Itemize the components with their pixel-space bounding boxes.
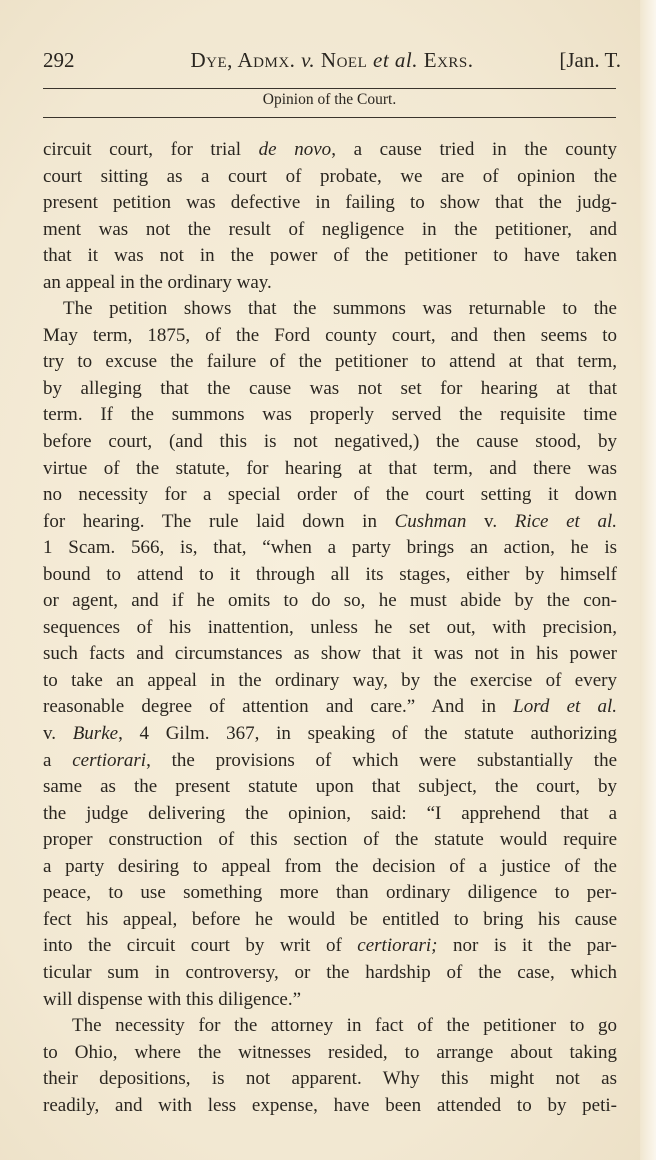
text-segment: circuit court, for trial bbox=[43, 139, 259, 160]
text-segment: term. If the summons was properly served the requisite time bbox=[43, 404, 617, 426]
text-line bbox=[43, 694, 617, 721]
text-segment: fect his appeal, before he would be entitled to bring his cause bbox=[43, 908, 617, 930]
italic-text: Lord et al. bbox=[513, 696, 617, 718]
section-subheading: Opinion of the Court. bbox=[262, 91, 397, 108]
text-line bbox=[43, 164, 617, 191]
body-text bbox=[43, 137, 617, 1119]
text-segment: an appeal in the ordinary way. bbox=[43, 271, 272, 293]
text-segment: a party desiring to appeal from the decision of a justice of the bbox=[43, 855, 617, 877]
text-line bbox=[43, 641, 617, 668]
text-line bbox=[43, 562, 617, 589]
case-title-part: Exrs. bbox=[418, 48, 474, 72]
text-segment: that it was not in the power of the petitioner to have taken bbox=[43, 245, 617, 267]
text-segment: try to excuse the failure of the petitioner to attend at that term, bbox=[43, 351, 617, 373]
text-line bbox=[43, 827, 617, 854]
case-title bbox=[43, 48, 621, 73]
text-segment: present petition was defective in failing to show that the judg- bbox=[43, 192, 617, 214]
text-line bbox=[43, 933, 617, 960]
text-segment: virtue of the statute, for hearing at that term, and there was bbox=[43, 457, 617, 479]
text-segment: by alleging that the cause was not set for hearing at that bbox=[43, 377, 617, 399]
text-segment: May term, 1875, of the Ford county court, and then seems to bbox=[43, 324, 617, 346]
case-title-part: et al. bbox=[373, 48, 418, 72]
text-segment: to Ohio, where the witnesses resided, to arrange about taking bbox=[43, 1041, 617, 1063]
italic-text: certiorari bbox=[72, 749, 147, 771]
text-segment: same as the present statute upon that subject, the court, by bbox=[43, 776, 617, 798]
text-line bbox=[43, 615, 617, 642]
text-segment: , 4 Gilm. 367, in speaking of the statute authorizing bbox=[118, 723, 617, 745]
italic-text: de novo bbox=[258, 139, 332, 160]
case-title-part: Noel bbox=[315, 48, 373, 72]
text-line bbox=[43, 402, 617, 429]
text-line bbox=[43, 801, 617, 828]
text-segment: such facts and circumstances as show that it was not in his power bbox=[43, 643, 617, 665]
text-segment: into the circuit court by writ of bbox=[43, 935, 358, 957]
text-segment: The petition shows that the summons was returnable to the bbox=[63, 298, 617, 320]
text-segment: reasonable degree of attention and care.” And in bbox=[43, 696, 514, 718]
term-label: [Jan. T. bbox=[559, 48, 621, 72]
text-line bbox=[43, 376, 617, 403]
text-line bbox=[43, 509, 617, 536]
italic-text: Rice et al. bbox=[514, 510, 617, 532]
text-line bbox=[43, 1040, 617, 1067]
text-segment: 1 Scam. 566, is, that, “when a party brings an action, he is bbox=[43, 537, 617, 559]
text-segment: readily, and with less expense, have been attended to by peti- bbox=[43, 1094, 617, 1116]
text-segment: v. bbox=[466, 510, 515, 532]
text-segment: will dispense with this diligence.” bbox=[43, 988, 302, 1010]
text-segment: before court, (and this is not negatived,) the cause stood, by bbox=[43, 431, 617, 453]
text-segment: sequences of his inattention, unless he set out, with precision, bbox=[43, 616, 617, 638]
text-segment: ment was not the result of negligence in the petitioner, and bbox=[43, 218, 617, 240]
text-segment: to take an appeal in the ordinary way, by the exercise of every bbox=[43, 669, 617, 691]
italic-text: Burke bbox=[72, 723, 119, 745]
text-segment: proper construction of this section of the statute would require bbox=[43, 829, 617, 851]
text-segment: The necessity for the attorney in fact of the petitioner to go bbox=[72, 1015, 617, 1037]
text-line bbox=[43, 535, 617, 562]
subheading-rule bbox=[43, 117, 616, 118]
running-header bbox=[43, 48, 621, 76]
text-segment: ticular sum in controversy, or the hardship of the case, which bbox=[43, 961, 617, 983]
case-title-part: v. bbox=[301, 48, 316, 72]
text-line bbox=[43, 429, 617, 456]
text-line bbox=[43, 456, 617, 483]
header-rule bbox=[43, 88, 616, 89]
text-segment: a bbox=[43, 749, 73, 771]
text-line bbox=[43, 482, 617, 509]
text-segment: peace, to use something more than ordinary diligence to per- bbox=[43, 882, 617, 904]
page-edge bbox=[640, 0, 656, 1160]
text-line bbox=[43, 721, 617, 748]
text-line bbox=[43, 243, 617, 270]
text-line bbox=[43, 349, 617, 376]
text-line bbox=[43, 217, 617, 244]
text-segment: their depositions, is not apparent. Why this might not as bbox=[43, 1068, 617, 1090]
text-line bbox=[43, 854, 617, 881]
page-number: 292 bbox=[43, 48, 75, 72]
text-line bbox=[43, 190, 617, 217]
text-line bbox=[43, 880, 617, 907]
text-line bbox=[43, 296, 617, 323]
text-segment: or agent, and if he omits to do so, he must abide by the con- bbox=[43, 590, 617, 612]
text-line bbox=[43, 588, 617, 615]
text-line bbox=[43, 137, 617, 164]
text-segment: nor is it the par- bbox=[437, 935, 617, 957]
text-line bbox=[43, 748, 617, 775]
text-segment: the judge delivering the opinion, said: “I apprehend that a bbox=[43, 802, 617, 824]
text-segment: court sitting as a court of probate, we are of opinion the bbox=[43, 165, 617, 187]
text-segment: , a cause tried in the county bbox=[331, 139, 617, 160]
text-line bbox=[43, 774, 617, 801]
text-segment: v. bbox=[43, 723, 73, 745]
text-line bbox=[43, 907, 617, 934]
text-line bbox=[43, 323, 617, 350]
text-segment: , the provisions of which were substantially the bbox=[146, 749, 617, 771]
text-segment: for hearing. The rule laid down in bbox=[43, 510, 395, 532]
text-segment: bound to attend to it through all its stages, either by himself bbox=[43, 563, 617, 585]
italic-text: Cushman bbox=[394, 510, 467, 532]
case-title-part: Dye, Admx. bbox=[190, 48, 302, 72]
text-line bbox=[43, 668, 617, 695]
text-line bbox=[43, 1093, 617, 1120]
text-line bbox=[43, 987, 617, 1014]
text-line bbox=[43, 1013, 617, 1040]
italic-text: certiorari; bbox=[357, 935, 438, 957]
text-segment: no necessity for a special order of the court setting it down bbox=[43, 484, 617, 506]
text-line bbox=[43, 270, 617, 297]
text-line bbox=[43, 1066, 617, 1093]
text-line bbox=[43, 960, 617, 987]
